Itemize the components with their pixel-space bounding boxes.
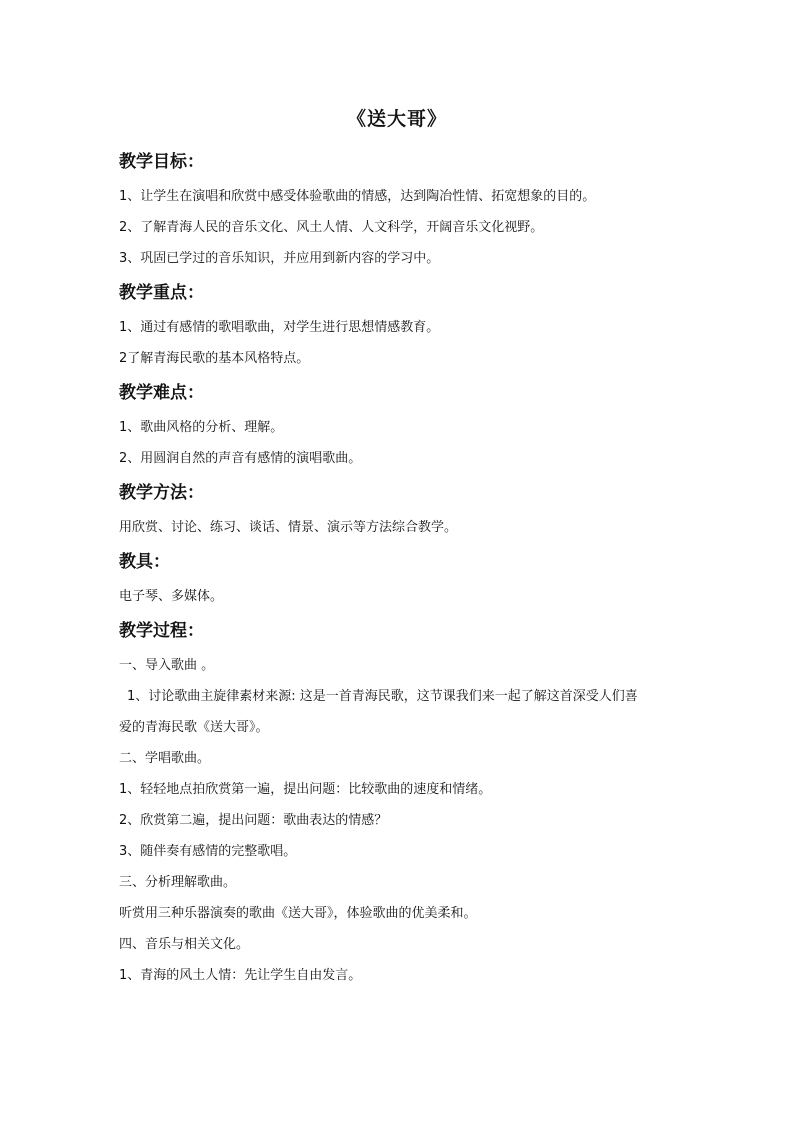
process-item: 爱的青海民歌《送大哥》。 xyxy=(119,720,269,735)
section-heading-process: 教学过程： xyxy=(119,621,204,641)
keypoint-item: 2了解青海民歌的基本风格特点。 xyxy=(119,351,310,366)
process-item: 四、音乐与相关文化。 xyxy=(119,937,250,952)
process-item: 2、欣赏第二遍，提出问题：歌曲表达的情感？ xyxy=(119,813,388,828)
document-title: 《送大哥》 xyxy=(346,108,447,130)
process-item: 1、青海的风土人情：先让学生自由发言。 xyxy=(119,968,362,983)
goal-item: 2、了解青海人民的音乐文化、风土人情、人文科学，开阔音乐文化视野。 xyxy=(119,220,544,235)
document-body xyxy=(119,143,679,991)
section-heading-goals: 教学目标： xyxy=(119,152,204,172)
process-item: 1、讨论歌曲主旋律素材来源: 这是一首青海民歌，这节课我们来一起了解这首深受人们喜 xyxy=(127,689,638,704)
section-heading-keypoints: 教学重点： xyxy=(119,283,204,303)
process-item: 三、分析理解歌曲。 xyxy=(119,875,237,890)
section-heading-tools: 教具： xyxy=(119,552,170,572)
process-item: 3、随伴奏有感情的完整歌唱。 xyxy=(119,844,297,859)
section-heading-difficulties: 教学难点： xyxy=(119,383,204,403)
method-item: 用欣赏、讨论、练习、谈话、情景、演示等方法综合教学。 xyxy=(119,520,458,535)
process-item: 听赏用三种乐器演奏的歌曲《送大哥》，体验歌曲的优美柔和。 xyxy=(119,906,477,921)
goal-item: 1、让学生在演唱和欣赏中感受体验歌曲的情感，达到陶冶性情、拓宽想象的目的。 xyxy=(119,189,596,204)
process-item: 一、导入歌曲 。 xyxy=(119,658,215,673)
difficulty-item: 1、歌曲风格的分析、理解。 xyxy=(119,420,284,435)
process-item: 二、学唱歌曲。 xyxy=(119,751,211,766)
keypoint-item: 1、通过有感情的歌唱歌曲，对学生进行思想情感教育。 xyxy=(119,320,440,335)
goal-item: 3、巩固已学过的音乐知识，并应用到新内容的学习中。 xyxy=(119,251,440,266)
difficulty-item: 2、用圆润自然的声音有感情的演唱歌曲。 xyxy=(119,451,362,466)
section-heading-methods: 教学方法： xyxy=(119,483,204,503)
process-item: 1、轻轻地点拍欣赏第一遍，提出问题：比较歌曲的速度和情绪。 xyxy=(119,782,492,797)
tool-item: 电子琴、多媒体。 xyxy=(119,589,224,604)
